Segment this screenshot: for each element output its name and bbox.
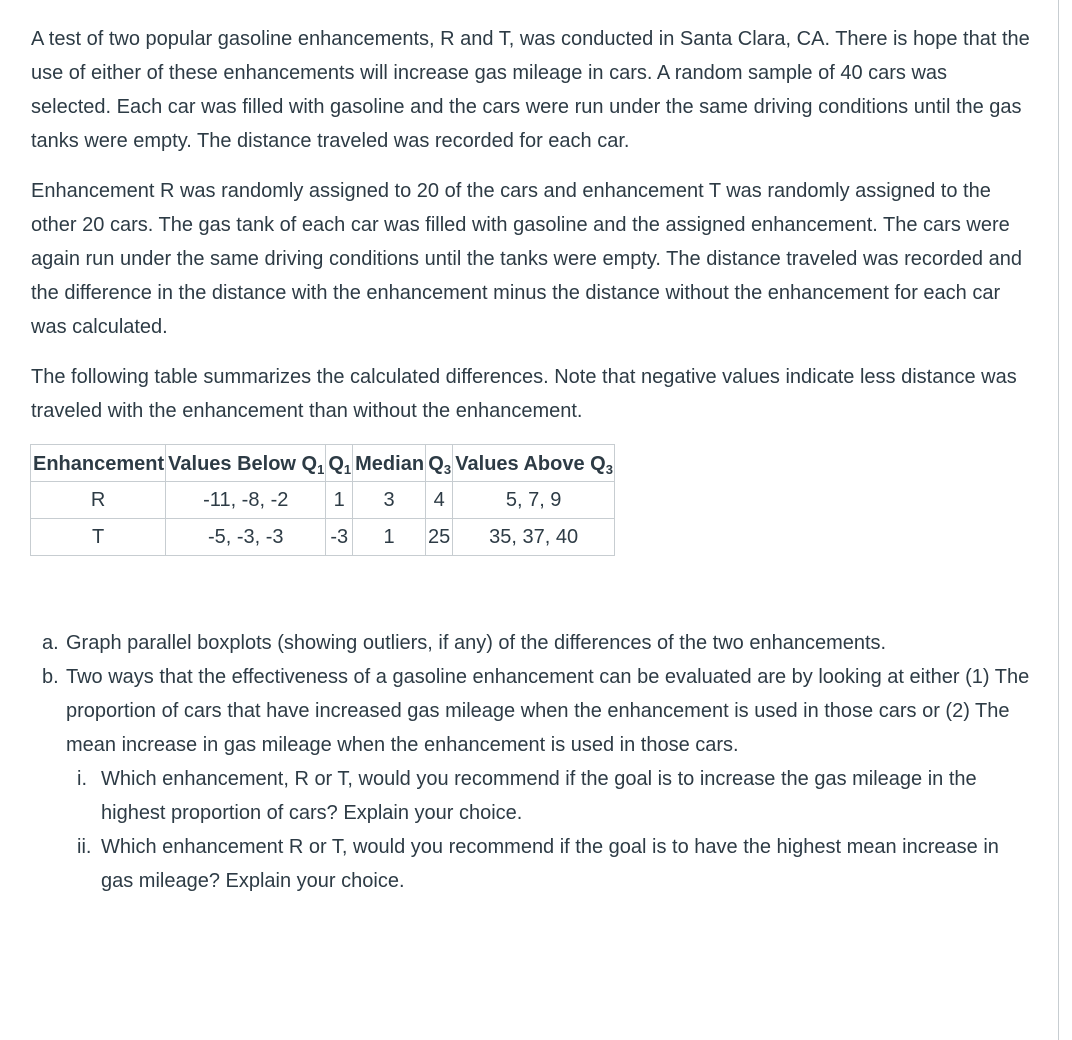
cell-q3: 4 bbox=[426, 482, 453, 519]
question-b-text: Two ways that the effectiveness of a gasoline enhancement can be evaluated are by looking at either (1) The proportion of cars that have increased gas mileage when the enhancement is used in those cars or (2) The mean increase in gas mileage when the enhancement is used in those cars. bbox=[66, 666, 1030, 756]
assignment-paragraph: Enhancement R was randomly assigned to 20 of the cars and enhancement T was randomly assigned to the other 20 cars. The gas tank of each car was filled with gasoline and the assigned enhancement. The cars were again run under the same driving conditions until the tanks were empty. The distance traveled was recorded and the difference in the distance with the enhancement minus the distance without the enhancement for each car was calculated. bbox=[31, 180, 1022, 338]
cell-above-q3: 5, 7, 9 bbox=[453, 482, 615, 519]
question-b-i-marker: i. bbox=[77, 768, 87, 790]
header-q1: $Q_1$ bbox=[326, 445, 353, 482]
intro-paragraph: A test of two popular gasoline enhancements, R and T, was conducted in Santa Clara, CA. There is hope that the use of either of these enhancements will increase gas mileage in cars. A random sample of 40 cars was selected. Each car was filled with gasoline and the cars were run under the same driving conditions until the gas tanks were empty. The distance traveled was recorded for each car. bbox=[31, 28, 1030, 152]
cell-below-q1: -5, -3, -3 bbox=[166, 519, 326, 556]
question-a-text: Graph parallel boxplots (showing outliers, if any) of the differences of the two enhancements. bbox=[66, 632, 887, 654]
question-b-ii-marker: ii. bbox=[77, 836, 92, 858]
header-enhancement: Enhancement bbox=[31, 445, 166, 482]
table-row-t bbox=[31, 519, 615, 556]
cell-q1: 1 bbox=[326, 482, 353, 519]
cell-q3: 25 bbox=[426, 519, 453, 556]
question-content bbox=[31, 22, 1031, 898]
question-b-i bbox=[31, 762, 1031, 830]
cell-q1: -3 bbox=[326, 519, 353, 556]
cell-enhancement: R bbox=[31, 482, 166, 519]
cell-above-q3: 35, 37, 40 bbox=[453, 519, 615, 556]
header-q3: $Q_3$ bbox=[426, 445, 453, 482]
header-values-below-q1: Values Below $Q_1$ bbox=[166, 445, 326, 482]
differences-summary-table bbox=[30, 444, 615, 556]
cell-below-q1: -11, -8, -2 bbox=[166, 482, 326, 519]
cell-enhancement: T bbox=[31, 519, 166, 556]
header-median: Median bbox=[353, 445, 426, 482]
question-b-marker: b. bbox=[42, 666, 59, 688]
table-row-r bbox=[31, 482, 615, 519]
question-a-marker: a. bbox=[42, 632, 59, 654]
table-header-row bbox=[31, 445, 615, 482]
question-b bbox=[31, 660, 1031, 762]
header-values-above-q3: Values Above $Q_3$ bbox=[453, 445, 615, 482]
question-b-ii-text: Which enhancement R or T, would you recommend if the goal is to have the highest mean increase in gas mileage? Explain your choice. bbox=[101, 836, 999, 892]
table-intro-paragraph: The following table summarizes the calculated differences. Note that negative values indicate less distance was traveled with the enhancement than without the enhancement. bbox=[31, 366, 1017, 422]
cell-median: 1 bbox=[353, 519, 426, 556]
cell-median: 3 bbox=[353, 482, 426, 519]
question-list bbox=[31, 626, 1031, 898]
question-b-ii bbox=[31, 830, 1031, 898]
question-b-i-text: Which enhancement, R or T, would you recommend if the goal is to increase the gas mileage in the highest proportion of cars? Explain your choice. bbox=[101, 768, 977, 824]
question-a bbox=[31, 626, 1031, 660]
